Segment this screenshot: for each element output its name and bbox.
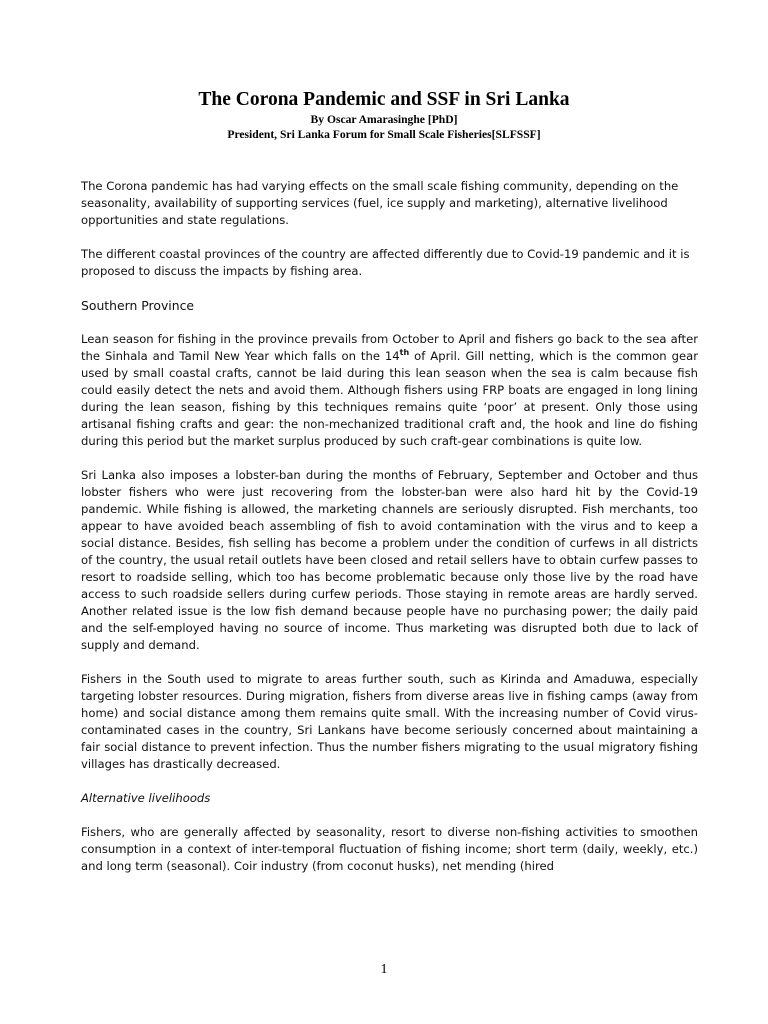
subsection-heading: Alternative livelihoods <box>81 791 211 805</box>
migration-paragraph: Fishers in the South used to migrate to areas further south, such as Kirinda and Amaduwa, especially targeting lobster resources. During migration, fishers from diverse areas live in fishing camps (away from home) and social distance among them remains quite small. With the increasing number of Covid virus-contaminated cases in the country, Sri Lankans have become seriously concerned about maintaining a fair social distance to prevent infection. Thus the number fishers migrating to the usual migratory fishing villages has drastically decreased. <box>81 672 698 771</box>
lobster-ban-paragraph: Sri Lanka also imposes a lobster-ban during the months of February, September and October and thus lobster fishers who were just recovering from the lobster-ban were also hard hit by the Covid-19 pandemic. While fishing is allowed, the marketing channels are seriously disrupted. Fish merchants, too appear to have avoided beach assembling of fish to avoid contamination with the virus and to keep a social distance. Besides, fish selling has become a problem under the condition of curfews in all districts of the country, the usual retail outlets have been closed and retail sellers have to obtain curfew passes to resort to roadside selling, which too has become problematic because only those live by the road have access to such roadside sellers during curfew periods. Those staying in remote areas are hardly served. Another related issue is the low fish demand because people have no purchasing power; the daily paid and the self-employed having no source of income. Thus marketing was disrupted both due to lack of supply and demand. <box>81 468 698 652</box>
document-title: The Corona Pandemic and SSF in Sri Lanka <box>198 89 570 110</box>
alternative-livelihoods-paragraph: Fishers, who are generally affected by seasonality, resort to diverse non-fishing activities to smoothen consumption in a context of inter-temporal fluctuation of fishing income; short term (daily, weekly, etc.) and long term (seasonal). Coir industry (from coconut husks), net mending (hired <box>81 825 698 873</box>
author-line: By Oscar Amarasinghe [PhD] <box>310 113 458 126</box>
affiliation-line: President, Sri Lanka Forum for Small Scale Fisheries[SLFSSF] <box>227 128 541 141</box>
ordinal-superscript: th <box>399 348 410 358</box>
lean-season-text-b: of April. Gill netting, which is the common gear used by small coastal crafts, cannot be laid during this lean season when the sea is calm because fish could easily detect the nets and avoid them. Although fishers using FRP boats are engaged in long lining during the lean season, fishing by this techniques remains quite ‘poor’ at present. Only those using artisanal fishing crafts and gear: the non-mechanized traditional craft and, the hook and line do fishing during this period but the market surplus produced by such craft-gear combinations is quite low. <box>81 349 698 448</box>
section-heading: Southern Province <box>81 298 195 313</box>
intro-paragraph-1: The Corona pandemic has had varying effects on the small scale fishing community, depending on the seasonality, availability of supporting services (fuel, ice supply and marketing), alternative livelihood opportunities and state regulations. <box>81 179 679 227</box>
document-body <box>81 178 698 892</box>
page-number: 1 <box>380 962 388 977</box>
lean-season-text-a: Lean season for fishing in the province prevails from October to April and fishers go back to the sea after the Sinhala and Tamil New Year which falls on the 14 <box>81 332 698 363</box>
title-block <box>0 88 768 142</box>
lean-season-paragraph <box>81 331 698 450</box>
intro-paragraph-2: The different coastal provinces of the country are affected differently due to Covid-19 pandemic and it is proposed to discuss the impacts by fishing area. <box>81 247 690 278</box>
